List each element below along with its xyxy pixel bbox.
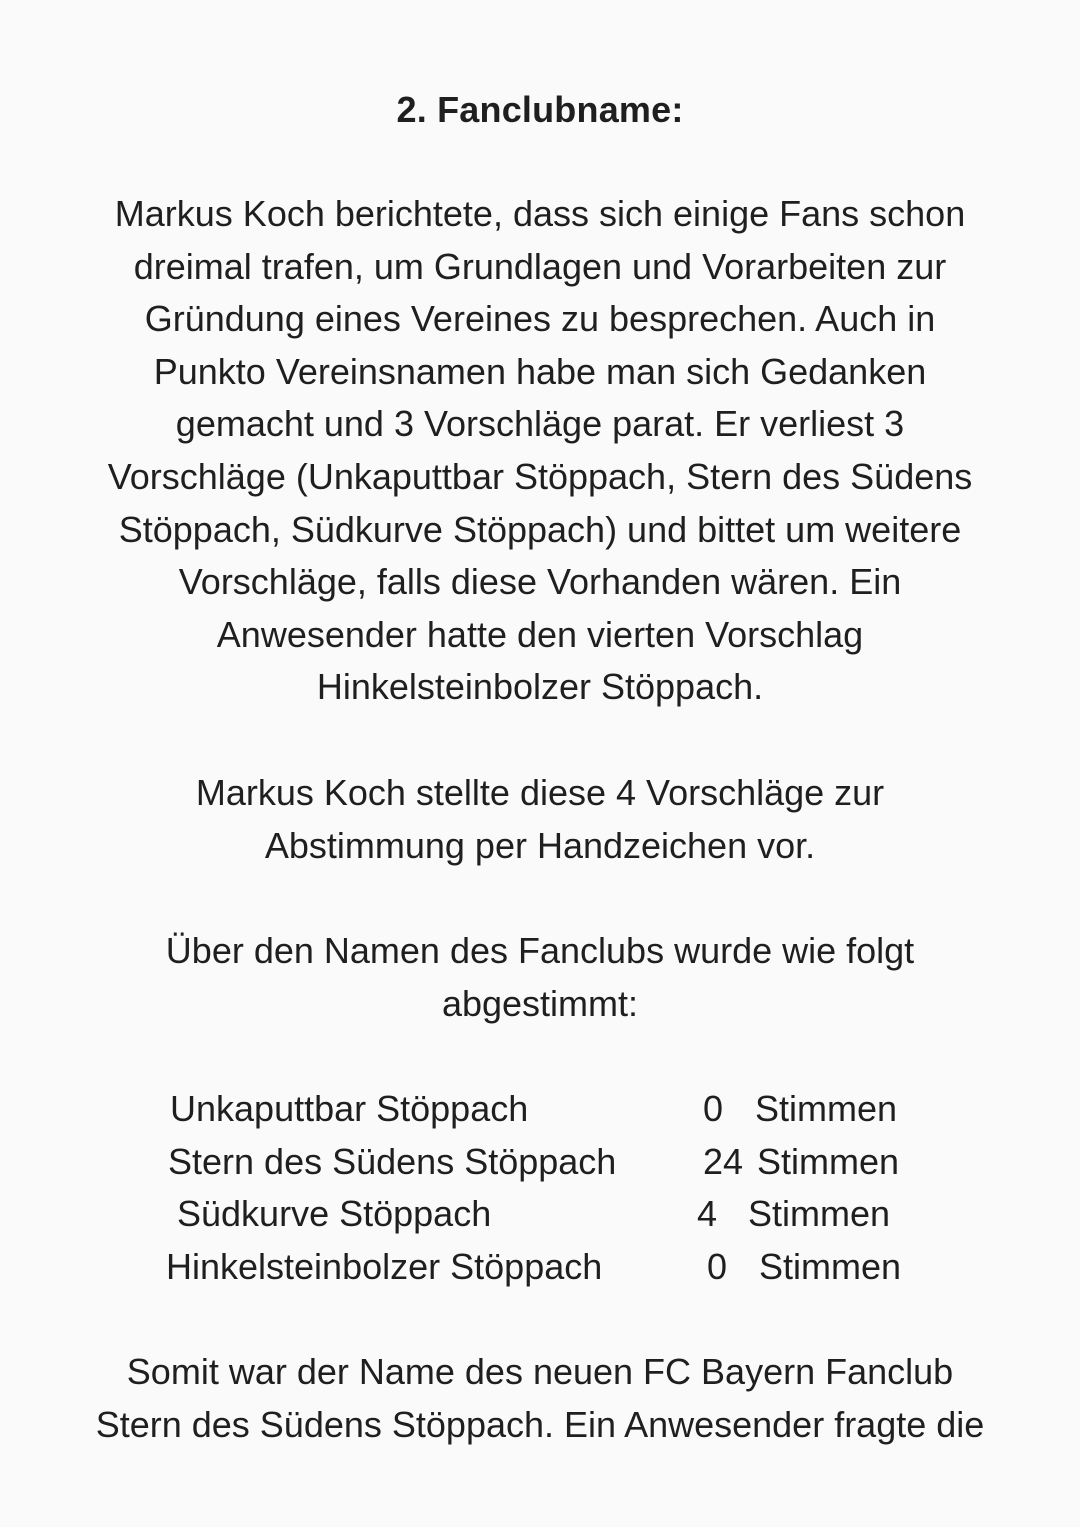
text-line: Hinkelsteinbolzer Stöppach. <box>316 666 764 708</box>
vote-option-name: Südkurve Stöppach <box>177 1193 492 1234</box>
text-line: Abstimmung per Handzeichen vor. <box>264 824 816 866</box>
vote-count: 0 <box>707 1246 728 1287</box>
text-line: dreimal trafen, um Grundlagen und Vorarbeiten zur <box>133 245 947 287</box>
paragraph-vote-intro <box>55 925 1025 1030</box>
text-line: Markus Koch stellte diese 4 Vorschläge zur <box>195 772 885 813</box>
text-line: abgestimmt: <box>441 982 639 1024</box>
text-line: Stöppach, Südkurve Stöppach) und bittet um weitere <box>118 508 962 550</box>
vote-option-name: Unkaputtbar Stöppach <box>170 1088 529 1129</box>
vote-row <box>0 1083 1080 1135</box>
paragraph-vote-announcement <box>55 767 1025 872</box>
text-line: Vorschläge, falls diese Vorhanden wären. Ein <box>178 561 902 603</box>
vote-unit: Stimmen <box>757 1141 900 1182</box>
text-line: Gründung eines Vereines zu besprechen. Auch in <box>144 298 936 340</box>
text-line: Somit war der Name des neuen FC Bayern Fanclub <box>126 1351 954 1392</box>
text-line: gemacht und 3 Vorschläge parat. Er verliest 3 <box>175 403 905 445</box>
vote-unit: Stimmen <box>755 1088 898 1129</box>
text-line: Markus Koch berichtete, dass sich einige Fans schon <box>114 193 966 234</box>
paragraph-fanclub-intro <box>55 188 1025 714</box>
text-line: Vorschläge (Unkaputtbar Stöppach, Stern des Südens <box>107 455 973 497</box>
text-line: Punkto Vereinsnamen habe man sich Gedanken <box>153 350 927 392</box>
vote-count: 0 <box>703 1088 724 1129</box>
text-line: Anwesender hatte den vierten Vorschlag <box>216 613 864 655</box>
vote-unit: Stimmen <box>759 1246 902 1287</box>
vote-unit: Stimmen <box>748 1193 891 1234</box>
text-line: Über den Namen des Fanclubs wurde wie folgt <box>165 930 915 971</box>
section-heading: 2. Fanclubname: <box>396 89 684 130</box>
vote-count: 24 <box>703 1141 744 1182</box>
vote-option-name: Stern des Südens Stöppach <box>168 1141 617 1182</box>
text-line: Stern des Südens Stöppach. Ein Anwesender fragte die <box>95 1403 985 1445</box>
vote-row <box>0 1241 1080 1293</box>
vote-count: 4 <box>697 1193 718 1234</box>
paragraph-result <box>55 1346 1025 1451</box>
vote-row <box>0 1136 1080 1188</box>
vote-row <box>0 1188 1080 1240</box>
vote-option-name: Hinkelsteinbolzer Stöppach <box>166 1246 603 1287</box>
